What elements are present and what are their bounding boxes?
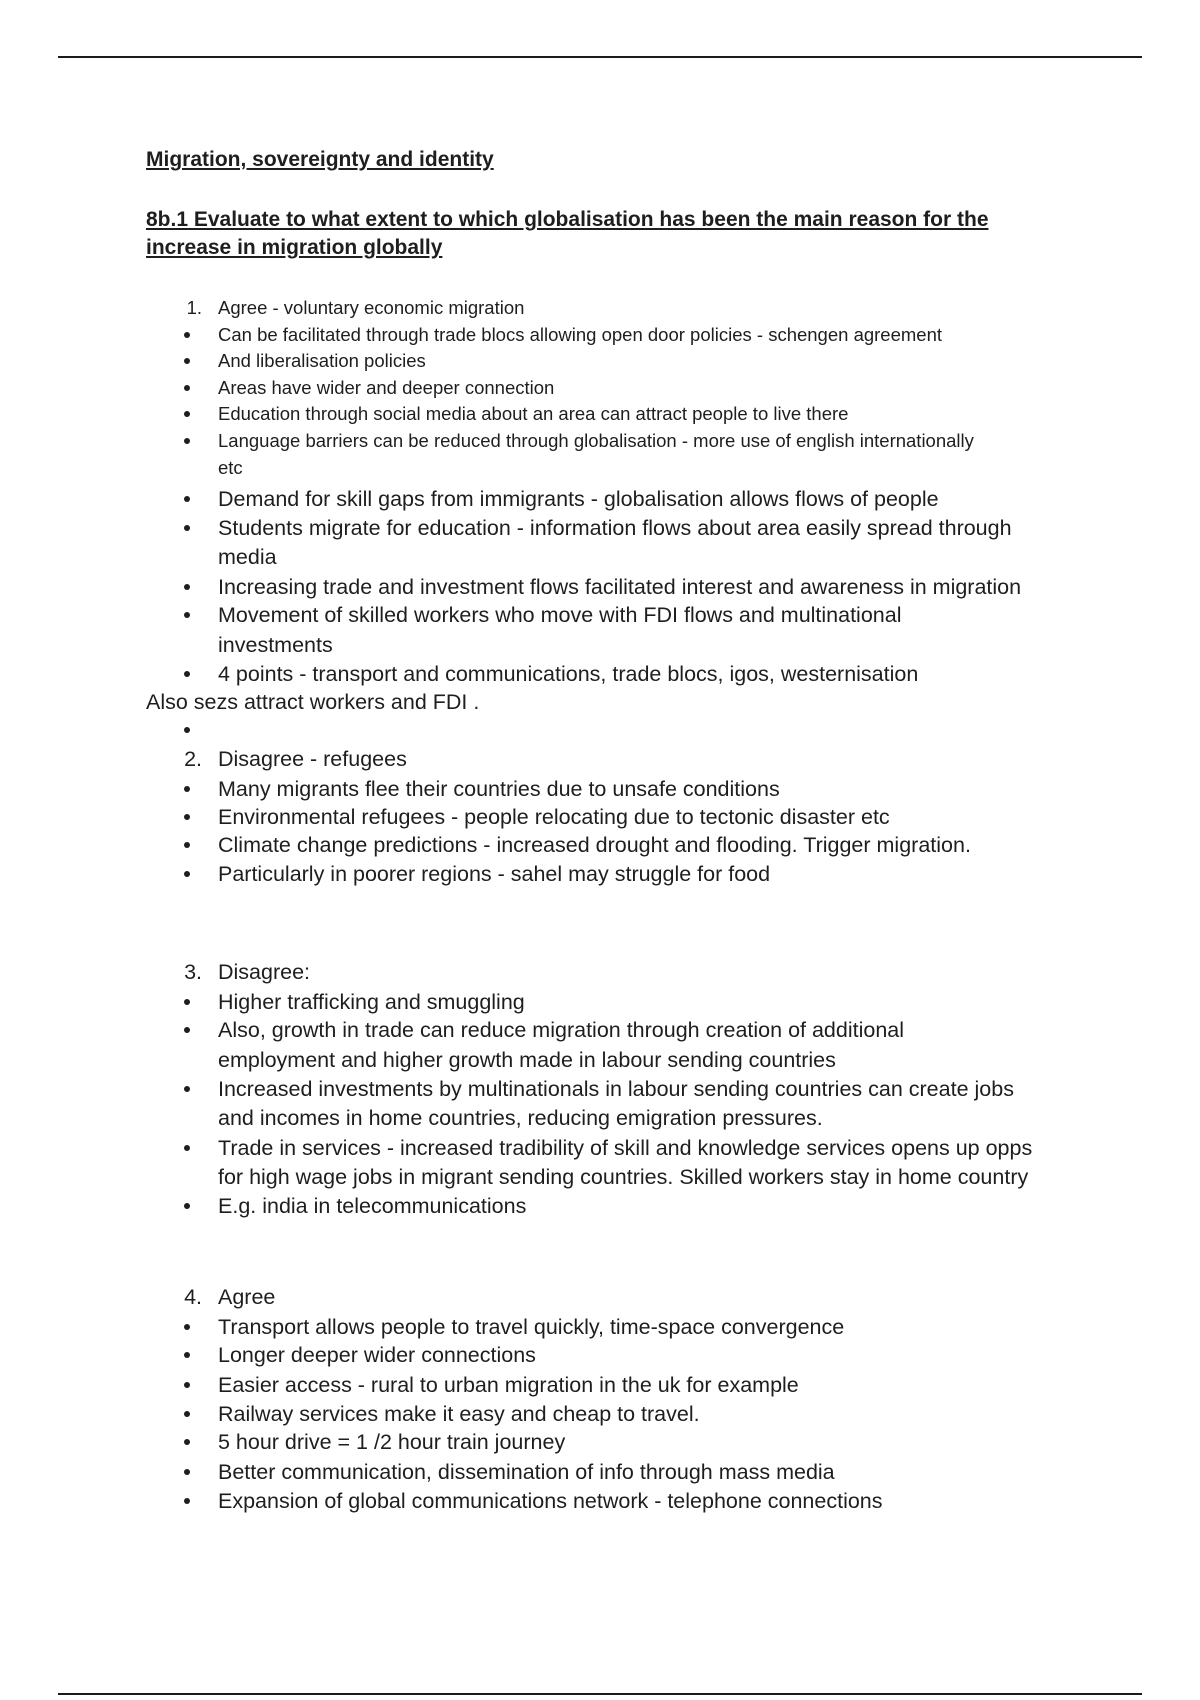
bullet-icon — [184, 1352, 190, 1358]
list-item-continuation: etc — [218, 457, 243, 478]
list-number: 1. — [186, 297, 202, 318]
paragraph-line: Also sezs attract workers and FDI . — [146, 690, 480, 714]
list-item: Movement of skilled workers who move with FDI flows and multinational — [218, 603, 902, 627]
bullet-icon — [184, 1411, 190, 1417]
list-section-heading: Disagree: — [218, 960, 311, 984]
bullet-icon — [184, 786, 190, 792]
list-section-heading: Disagree - refugees — [218, 747, 407, 771]
list-item: Increased investments by multinationals in labour sending countries can create jobs — [218, 1077, 1014, 1101]
bullet-icon — [184, 411, 190, 417]
bullet-icon — [184, 1145, 190, 1151]
list-item: Demand for skill gaps from immigrants - globalisation allows flows of people — [218, 487, 939, 511]
bullet-icon — [184, 358, 190, 364]
list-item: Expansion of global communications network - telephone connections — [218, 1489, 883, 1513]
bullet-icon — [184, 584, 190, 590]
list-item: Easier access - rural to urban migration in the uk for example — [218, 1373, 799, 1397]
list-section-heading: Agree - voluntary economic migration — [218, 297, 525, 318]
list-item-continuation: and incomes in home countries, reducing emigration pressures. — [218, 1106, 823, 1130]
bullet-icon — [184, 871, 190, 877]
list-item: Railway services make it easy and cheap to travel. — [218, 1402, 700, 1426]
list-item: Particularly in poorer regions - sahel may struggle for food — [218, 862, 771, 886]
list-item: And liberalisation policies — [218, 350, 426, 371]
bullet-icon — [184, 438, 190, 444]
bullet-icon — [184, 496, 190, 502]
list-item: Better communication, dissemination of info through mass media — [218, 1460, 835, 1484]
list-item: E.g. india in telecommunications — [218, 1194, 527, 1218]
list-item: Longer deeper wider connections — [218, 1343, 536, 1367]
list-item: Environmental refugees - people relocating due to tectonic disaster etc — [218, 805, 890, 829]
bullet-icon — [184, 999, 190, 1005]
list-item: 4 points - transport and communications, trade blocs, igos, westernisation — [218, 662, 919, 686]
list-number: 2. — [184, 747, 202, 771]
bullet-icon — [184, 842, 190, 848]
list-item: Education through social media about an area can attract people to live there — [218, 403, 849, 424]
list-item-continuation: employment and higher growth made in labour sending countries — [218, 1048, 836, 1072]
list-item: Trade in services - increased tradibility of skill and knowledge services opens up opps — [218, 1136, 1033, 1160]
bullet-icon — [184, 1324, 190, 1330]
list-item: 5 hour drive = 1 /2 hour train journey — [218, 1430, 566, 1454]
bullet-icon — [184, 1498, 190, 1504]
bullet-icon — [184, 814, 190, 820]
list-item: Many migrants flee their countries due to unsafe conditions — [218, 777, 780, 801]
list-item: Higher trafficking and smuggling — [218, 990, 525, 1014]
list-number: 4. — [184, 1285, 202, 1309]
bullet-icon — [184, 727, 190, 733]
bullet-icon — [184, 525, 190, 531]
list-number: 3. — [184, 960, 202, 984]
bullet-icon — [184, 671, 190, 677]
bullet-icon — [184, 385, 190, 391]
list-item: Can be facilitated through trade blocs allowing open door policies - schengen agreement — [218, 324, 943, 345]
header-rule — [58, 56, 1142, 58]
list-item-continuation: investments — [218, 633, 333, 657]
bullet-icon — [184, 332, 190, 338]
bullet-icon — [184, 1439, 190, 1445]
bullet-icon — [184, 1027, 190, 1033]
question-line-2: increase in migration globally — [146, 236, 443, 259]
footer-rule — [58, 1693, 1142, 1695]
bullet-icon — [184, 1382, 190, 1388]
list-item: Transport allows people to travel quickly, time-space convergence — [218, 1315, 845, 1339]
document-title: Migration, sovereignty and identity — [146, 148, 494, 171]
bullet-icon — [184, 612, 190, 618]
list-item: Language barriers can be reduced through globalisation - more use of english internationally — [218, 430, 974, 451]
question-line-1: 8b.1 Evaluate to what extent to which globalisation has been the main reason for the — [146, 208, 989, 231]
list-section-heading: Agree — [218, 1285, 276, 1309]
bullet-icon — [184, 1203, 190, 1209]
bullet-icon — [184, 1086, 190, 1092]
list-item: Increasing trade and investment flows facilitated interest and awareness in migration — [218, 575, 1022, 599]
list-item: Students migrate for education - information flows about area easily spread through — [218, 516, 1012, 540]
list-item: Areas have wider and deeper connection — [218, 377, 555, 398]
list-item: Climate change predictions - increased drought and flooding. Trigger migration. — [218, 833, 971, 857]
list-item-continuation: media — [218, 545, 277, 569]
list-item: Also, growth in trade can reduce migration through creation of additional — [218, 1018, 905, 1042]
bullet-icon — [184, 1469, 190, 1475]
list-item-continuation: for high wage jobs in migrant sending countries. Skilled workers stay in home country — [218, 1165, 1029, 1189]
